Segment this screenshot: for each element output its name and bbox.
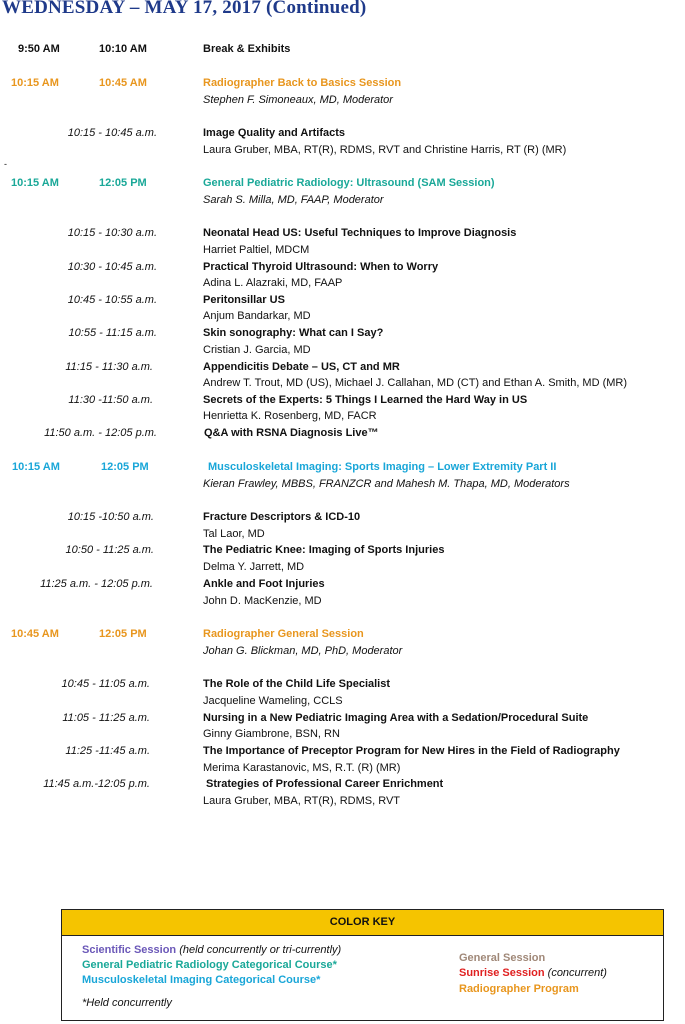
speaker: Harriet Paltiel, MDCM [203, 244, 310, 256]
key-msk: Musculoskeletal Imaging Categorical Course* [82, 974, 321, 986]
talk-title: Appendicitis Debate – US, CT and MR [203, 361, 400, 373]
key-sunrise-label: Sunrise Session [459, 967, 545, 979]
talk-title: The Importance of Preceptor Program for New Hires in the Field of Radiography [203, 745, 620, 757]
speaker: Laura Gruber, MBA, RT(R), RDMS, RVT and Christine Harris, RT (R) (MR) [203, 144, 567, 156]
key-scientific-note: (held concurrently or tri-currently) [179, 944, 342, 956]
talk-title: Practical Thyroid Ultrasound: When to Worry [203, 261, 439, 273]
stray-dash: - [4, 159, 7, 169]
key-scientific-label: Scientific Session [82, 944, 177, 956]
key-sunrise [459, 966, 607, 980]
speaker: Delma Y. Jarrett, MD [203, 561, 305, 573]
session-title: General Pediatric Radiology: Ultrasound (SAM Session) [203, 177, 495, 189]
speaker: Tal Laor, MD [203, 528, 265, 540]
talk-title: Peritonsillar US [203, 294, 285, 306]
moderator: Johan G. Blickman, MD, PhD, Moderator [203, 645, 403, 657]
session-title: Radiographer Back to Basics Session [203, 77, 402, 89]
talk-time: 11:05 - 11:25 a.m. [62, 712, 150, 724]
talk-time: 10:45 - 11:05 a.m. [61, 678, 150, 690]
talk-title: Image Quality and Artifacts [203, 127, 346, 139]
time-start: 9:50 AM [18, 43, 60, 55]
talk-time: 10:45 - 10:55 a.m. [67, 294, 157, 306]
key-sunrise-note: (concurrent) [547, 967, 607, 979]
time-end: 12:05 PM [99, 628, 147, 640]
talk-time: 11:25 -11:45 a.m. [65, 745, 150, 757]
moderator: Kieran Frawley, MBBS, FRANZCR and Mahesh M. Thapa, MD, Moderators [203, 478, 570, 490]
speaker: Cristian J. Garcia, MD [203, 344, 311, 356]
speaker: Merima Karastanovic, MS, R.T. (R) (MR) [203, 762, 401, 774]
talk-time: 10:15 - 10:45 a.m. [67, 127, 157, 139]
talk-time: 11:50 a.m. - 12:05 p.m. [44, 427, 157, 439]
time-end: 10:45 AM [99, 77, 147, 89]
talk-time: 10:15 -10:50 a.m. [67, 511, 154, 523]
moderator: Sarah S. Milla, MD, FAAP, Moderator [203, 194, 384, 206]
time-end: 10:10 AM [99, 43, 147, 55]
time-end: 12:05 PM [99, 177, 147, 189]
session-title: Musculoskeletal Imaging: Sports Imaging – Lower Extremity Part II [208, 461, 557, 473]
speaker: Laura Gruber, MBA, RT(R), RDMS, RVT [203, 795, 401, 807]
talk-time: 11:25 a.m. - 12:05 p.m. [40, 578, 153, 590]
key-radiographer: Radiographer Program [459, 983, 579, 995]
time-start: 10:15 AM [11, 177, 59, 189]
talk-title: Skin sonography: What can I Say? [203, 327, 384, 339]
session-title: Break & Exhibits [203, 43, 291, 55]
talk-time: 10:55 - 11:15 a.m. [68, 327, 157, 339]
talk-title: The Pediatric Knee: Imaging of Sports Injuries [203, 544, 445, 556]
talk-title: Neonatal Head US: Useful Techniques to Improve Diagnosis [203, 227, 517, 239]
talk-time: 10:15 - 10:30 a.m. [67, 227, 157, 239]
talk-title: Q&A with RSNA Diagnosis Live™ [204, 427, 379, 439]
speaker: John D. MacKenzie, MD [203, 595, 322, 607]
speaker: Ginny Giambrone, BSN, RN [203, 728, 340, 740]
session-title: Radiographer General Session [203, 628, 364, 640]
key-general: General Session [459, 952, 546, 964]
talk-title: Ankle and Foot Injuries [203, 578, 325, 590]
time-end: 12:05 PM [101, 461, 149, 473]
talk-time: 10:30 - 10:45 a.m. [67, 261, 157, 273]
key-scientific [82, 943, 341, 957]
talk-time: 10:50 - 11:25 a.m. [65, 544, 154, 556]
time-start: 10:15 AM [11, 77, 59, 89]
talk-time: 11:15 - 11:30 a.m. [65, 361, 153, 373]
speaker: Henrietta K. Rosenberg, MD, FACR [203, 410, 377, 422]
talk-title: Fracture Descriptors & ICD-10 [203, 511, 361, 523]
time-start: 10:15 AM [12, 461, 60, 473]
color-key-box [61, 909, 664, 1021]
talk-title: The Role of the Child Life Specialist [203, 678, 391, 690]
speaker: Adina L. Alazraki, MD, FAAP [203, 277, 343, 289]
speaker: Jacqueline Wameling, CCLS [203, 695, 343, 707]
color-key-title: COLOR KEY [62, 910, 663, 936]
talk-title: Secrets of the Experts: 5 Things I Learned the Hard Way in US [203, 394, 528, 406]
key-pediatric: General Pediatric Radiology Categorical Course* [82, 959, 337, 971]
speaker: Andrew T. Trout, MD (US), Michael J. Callahan, MD (CT) and Ethan A. Smith, MD (MR) [203, 377, 628, 389]
moderator: Stephen F. Simoneaux, MD, Moderator [203, 94, 393, 106]
talk-title: Strategies of Professional Career Enrichment [206, 778, 444, 790]
page-heading: WEDNESDAY – MAY 17, 2017 (Continued) [2, 0, 367, 18]
talk-time: 11:30 -11:50 a.m. [68, 394, 153, 406]
speaker: Anjum Bandarkar, MD [203, 310, 311, 322]
time-start: 10:45 AM [11, 628, 59, 640]
talk-time: 11:45 a.m.-12:05 p.m. [43, 778, 150, 790]
key-footnote: *Held concurrently [82, 997, 172, 1009]
talk-title: Nursing in a New Pediatric Imaging Area with a Sedation/Procedural Suite [203, 712, 589, 724]
